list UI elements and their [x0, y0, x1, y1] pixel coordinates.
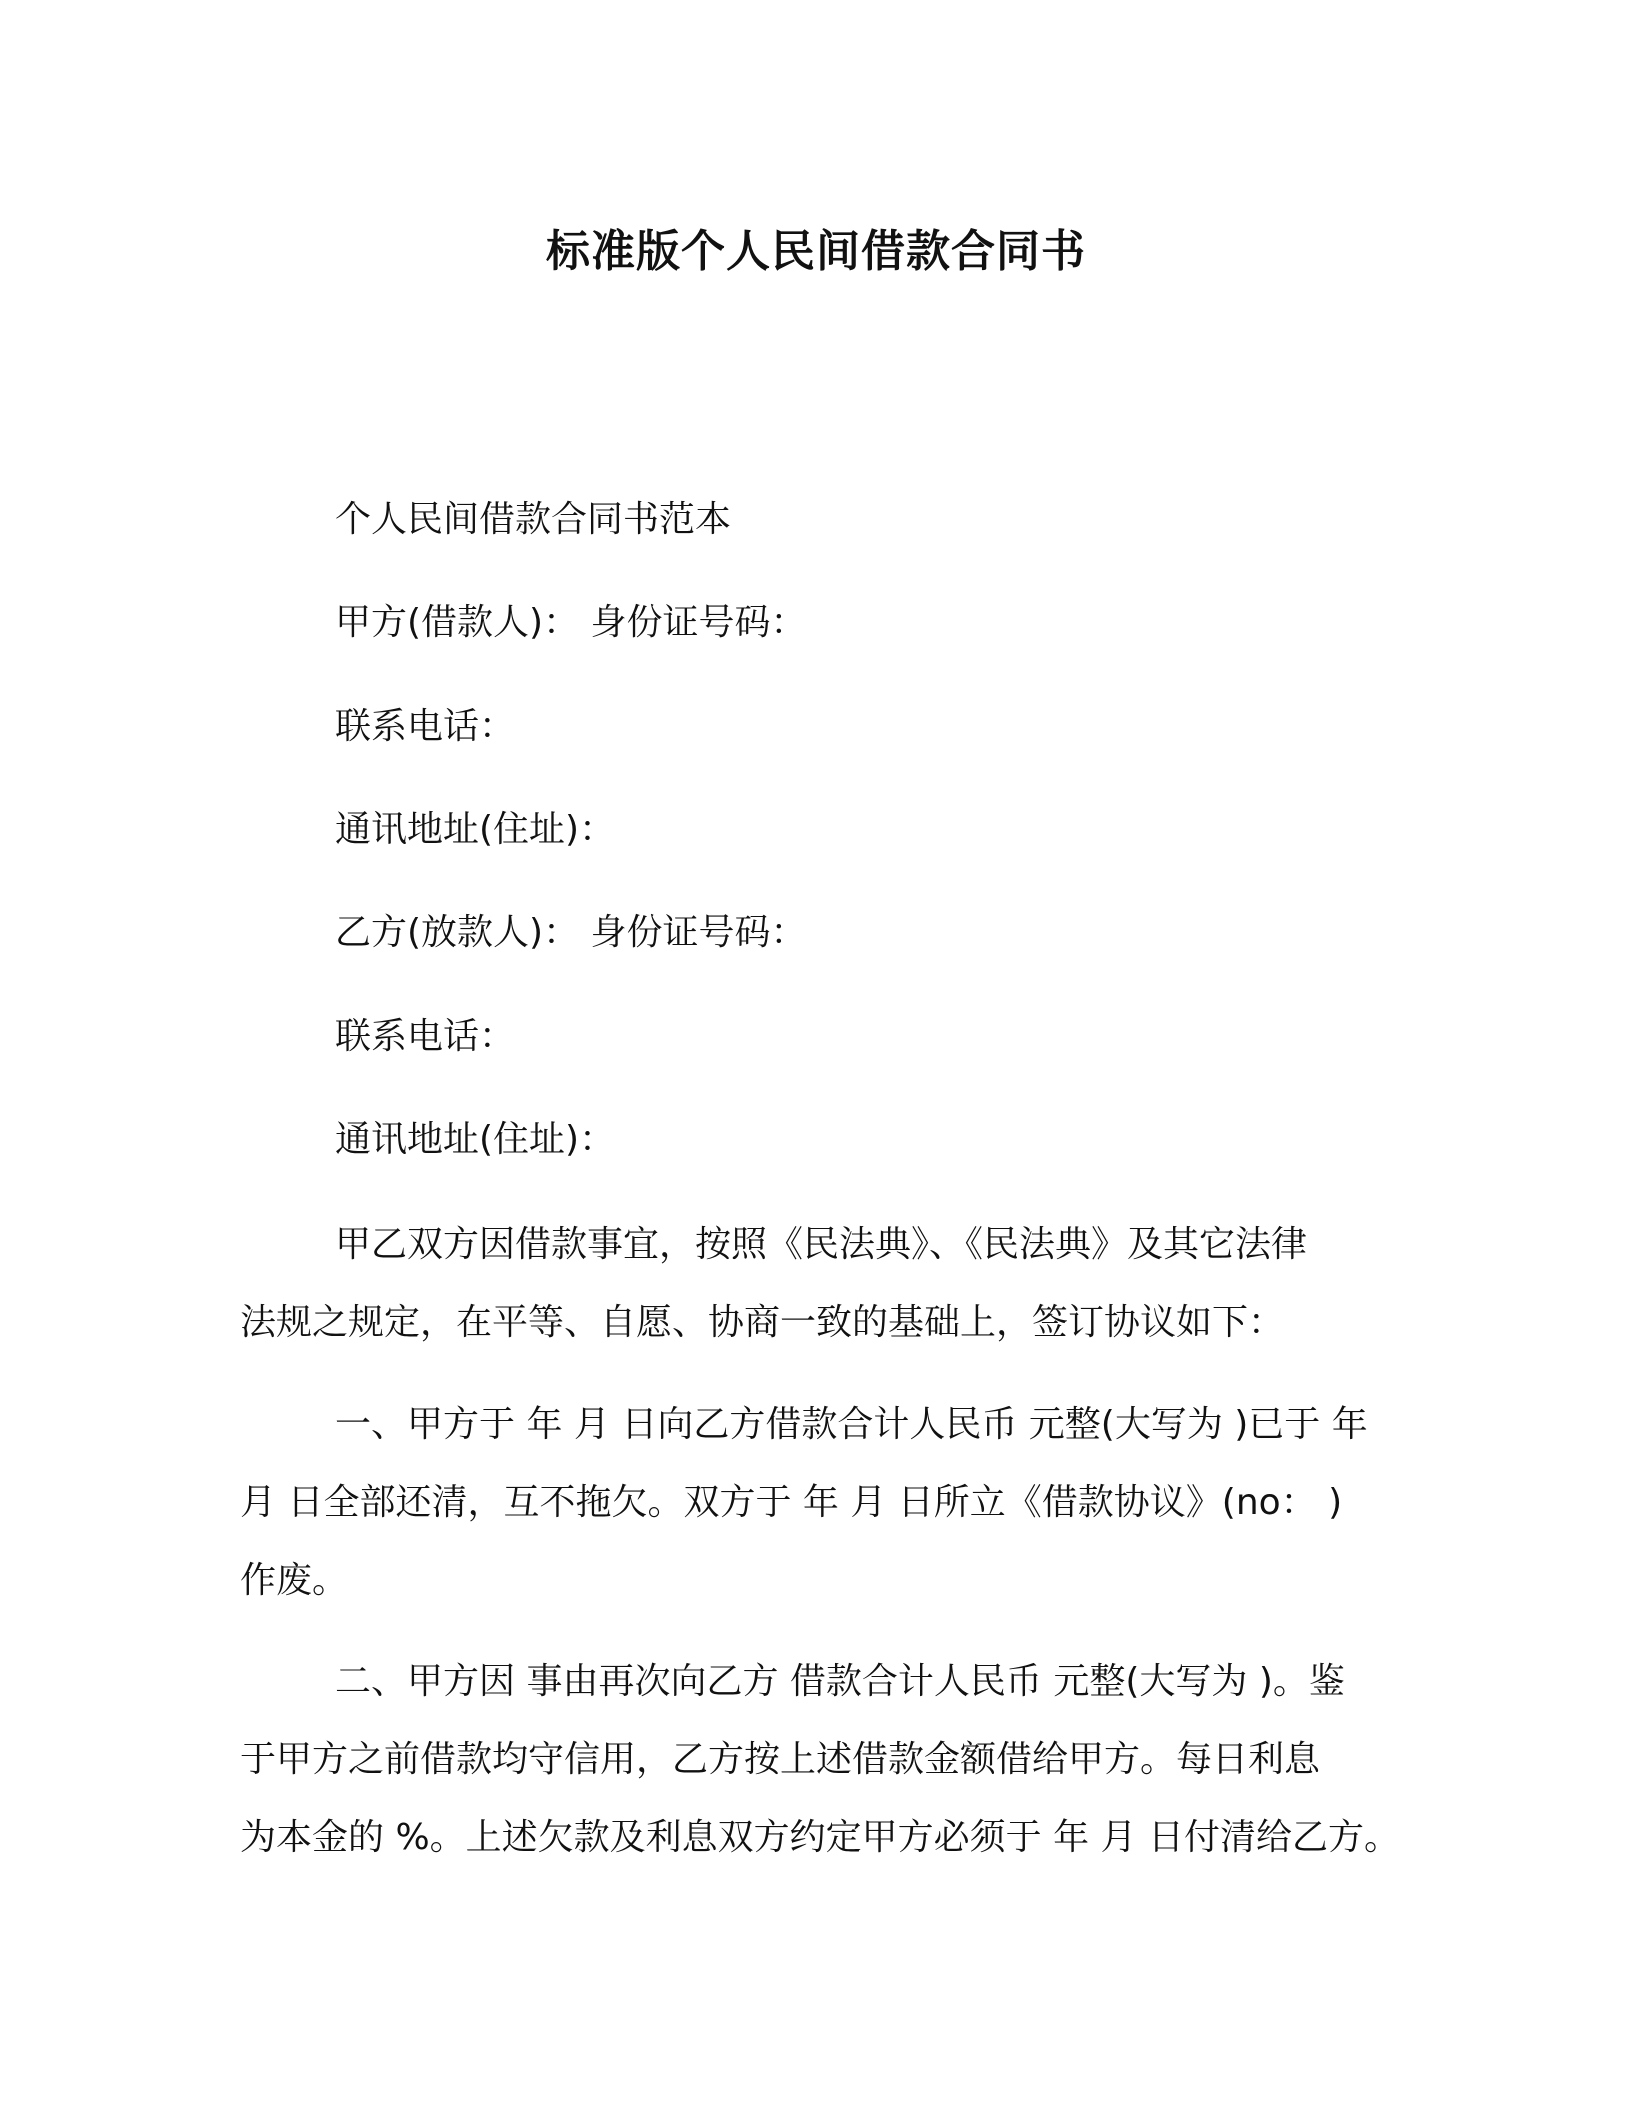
party-b-address-label: 通讯地址(住址)： — [335, 1119, 616, 1160]
party-a-phone-label: 联系电话： — [335, 706, 516, 747]
party-b-header: 乙方(放款人)： 身份证号码： — [335, 912, 807, 953]
clause-1-paragraph — [240, 1386, 1420, 1620]
document-title: 标准版个人民间借款合同书 — [546, 226, 1086, 277]
intro-line: 法规之规定，在平等、自愿、协商一致的基础上，签订协议如下： — [240, 1302, 1285, 1343]
clause-1-line: 作废。 — [240, 1560, 349, 1601]
intro-paragraph — [240, 1206, 1420, 1362]
document-subtitle: 个人民间借款合同书范本 — [335, 499, 732, 540]
clause-2-paragraph — [240, 1643, 1420, 1877]
party-b-phone-label: 联系电话： — [335, 1016, 516, 1057]
clause-1-line: 月 日全部还清，互不拖欠。双方于 年 月 日所立《借款协议》(no： ) — [240, 1482, 1343, 1523]
clause-2-line: 为本金的 %。上述欠款及利息双方约定甲方必须于 年 月 日付清给乙方。 — [240, 1817, 1400, 1858]
clause-1-line: 一、甲方于 年 月 日向乙方借款合计人民币 元整(大写为 )已于 年 — [335, 1404, 1368, 1445]
party-a-header: 甲方(借款人)： 身份证号码： — [335, 602, 807, 643]
clause-2-line: 二、甲方因 事由再次向乙方 借款合计人民币 元整(大写为 )。鉴 — [335, 1661, 1345, 1702]
clause-2-line: 于甲方之前借款均守信用，乙方按上述借款金额借给甲方。每日利息 — [240, 1739, 1321, 1780]
party-a-address-label: 通讯地址(住址)： — [335, 809, 616, 850]
intro-line: 甲乙双方因借款事宜，按照《民法典》、《民法典》及其它法律 — [335, 1224, 1308, 1265]
